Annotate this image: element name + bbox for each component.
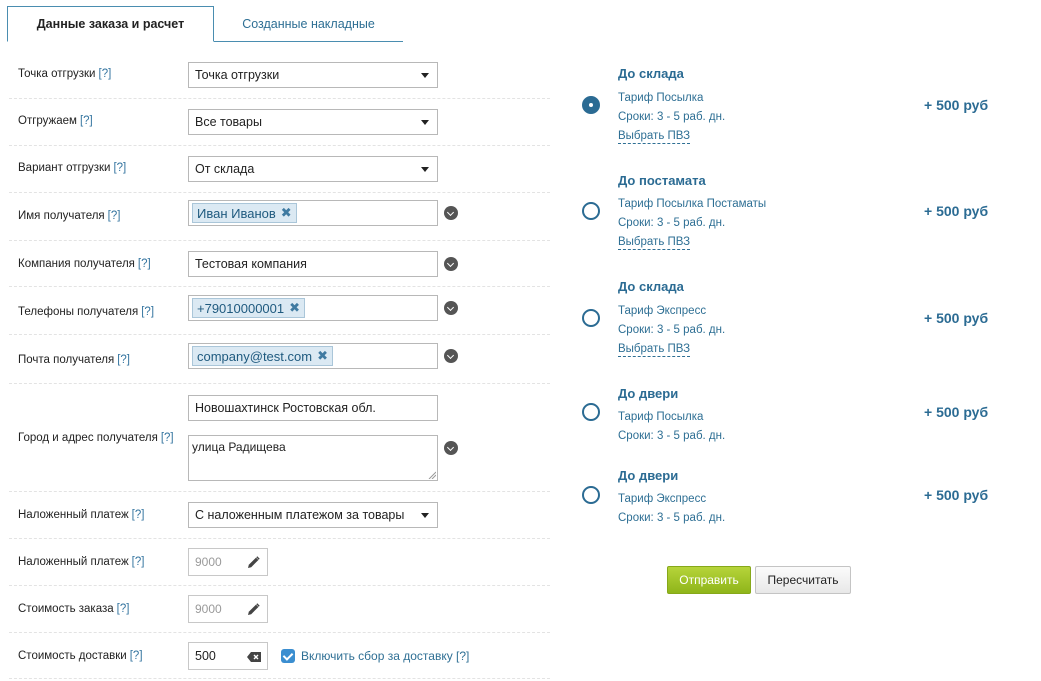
label-text: Наложенный платеж [18, 556, 129, 568]
delivery-option-5-title: До двери [618, 468, 679, 483]
recipient-street-textarea[interactable] [188, 435, 438, 481]
delivery-option-3-title: До склада [618, 279, 684, 294]
input-value: Новошахтинск Ростовская обл. [195, 401, 376, 415]
delivery-option-3-terms: Сроки: 3 - 5 раб. дн. [618, 324, 726, 336]
field-label [18, 306, 154, 318]
textarea-value: улица Радищева [192, 440, 286, 454]
delivery-option-3-tariff: Тариф Экспресс [618, 305, 707, 317]
delivery-option-4-terms: Сроки: 3 - 5 раб. дн. [618, 430, 726, 442]
delivery-option-2-tariff: Тариф Посылка Постаматы [618, 198, 767, 210]
field-label [18, 210, 120, 222]
resize-grip-icon[interactable] [428, 471, 436, 479]
include-delivery-fee-checkbox[interactable] [281, 649, 295, 663]
delivery-cost-input[interactable] [188, 642, 268, 670]
delivery-option-1-radio[interactable] [582, 96, 600, 114]
chevron-down-icon [421, 120, 429, 125]
tag-text: company@test.com [197, 348, 313, 364]
tag-text: +79010000001 [197, 300, 285, 316]
recipient-phone-tag [192, 298, 305, 318]
field-label [18, 354, 130, 366]
help-link[interactable]: [?] [107, 210, 121, 222]
delivery-option-1-tariff: Тариф Посылка [618, 92, 704, 104]
delivery-option-4-title: До двери [618, 386, 679, 401]
form-row-recipient-company [9, 241, 550, 287]
recipient-email-input[interactable] [188, 343, 438, 369]
delivery-option-1-select-pickup-link[interactable]: Выбрать ПВЗ [618, 130, 691, 142]
help-link[interactable]: [?] [141, 306, 155, 318]
cod-amount-input[interactable] [188, 548, 268, 576]
recipient-name-input[interactable] [188, 200, 438, 226]
form-row-order-cost [9, 586, 550, 633]
tab-order-data[interactable] [7, 6, 214, 42]
field-label [18, 650, 143, 662]
tab-order-data-label: Данные заказа и расчет [36, 17, 185, 31]
select-value: От склада [195, 162, 255, 176]
delivery-option-5-terms: Сроки: 3 - 5 раб. дн. [618, 512, 726, 524]
recalculate-button-label: Пересчитать [767, 573, 839, 587]
form-row-delivery-cost [9, 633, 550, 679]
delivery-option-3-select-pickup-link[interactable]: Выбрать ПВЗ [618, 343, 691, 355]
order-cost-input[interactable] [188, 595, 268, 623]
label-text: Город и адрес получателя [18, 432, 158, 444]
delivery-option-2-price: + 500 руб [924, 203, 989, 219]
delivery-option-3-radio[interactable] [582, 309, 600, 327]
remove-tag-icon[interactable]: ✖ [289, 300, 301, 315]
recipient-company-input[interactable] [188, 251, 438, 277]
help-link[interactable]: [?] [113, 162, 127, 174]
expand-chevron-icon[interactable] [444, 301, 458, 315]
expand-chevron-icon[interactable] [444, 349, 458, 363]
form-row-recipient-email [9, 335, 550, 384]
recipient-city-input[interactable] [188, 395, 438, 421]
label-text: Точка отгрузки [18, 68, 96, 80]
label-text: Стоимость заказа [18, 603, 114, 615]
send-button-label: Отправить [679, 573, 739, 587]
label-text: Стоимость доставки [18, 650, 127, 662]
label-text: Компания получателя [18, 258, 135, 270]
help-link[interactable]: [?] [79, 115, 93, 127]
send-button[interactable] [667, 566, 751, 594]
field-label [18, 603, 129, 615]
pencil-icon[interactable] [247, 603, 260, 616]
help-link[interactable]: [?] [131, 509, 145, 521]
select-value: С наложенным платежом за товары [195, 508, 405, 522]
label-text: Наложенный платеж [18, 509, 129, 521]
help-link[interactable]: [?] [98, 68, 112, 80]
chevron-down-icon [421, 73, 429, 78]
input-placeholder: 9000 [195, 555, 222, 569]
shipping-items-select[interactable] [188, 109, 438, 135]
delivery-option-3-price: + 500 руб [924, 310, 989, 326]
label-text: Вариант отгрузки [18, 162, 111, 174]
input-placeholder: 9000 [195, 602, 222, 616]
chevron-down-icon [421, 167, 429, 172]
pencil-icon[interactable] [247, 556, 260, 569]
select-value: Точка отгрузки [195, 68, 280, 82]
delivery-option-2-select-pickup-link[interactable]: Выбрать ПВЗ [618, 236, 691, 248]
tab-created-waybills-label: Созданные накладные [242, 17, 375, 31]
tab-created-waybills[interactable] [214, 6, 403, 42]
field-label [18, 258, 151, 270]
remove-tag-icon[interactable]: ✖ [317, 348, 328, 363]
delivery-option-1-price: + 500 руб [924, 97, 989, 113]
form-row-recipient-phones [9, 287, 550, 335]
delivery-option-4-price: + 500 руб [924, 404, 989, 420]
label-text: Имя получателя [18, 210, 105, 222]
help-link[interactable]: [?] [116, 603, 130, 615]
expand-chevron-icon[interactable] [444, 257, 458, 271]
help-link[interactable]: [?] [160, 432, 174, 444]
remove-tag-icon[interactable]: ✖ [280, 205, 292, 220]
delivery-option-2-terms: Сроки: 3 - 5 раб. дн. [618, 217, 726, 229]
field-label [18, 68, 111, 80]
delivery-option-1-title: До склада [618, 66, 684, 81]
tag-text: Иван Иванов [197, 205, 276, 221]
label-text: Почта получателя [18, 354, 115, 366]
input-value: 500 [195, 649, 216, 663]
expand-chevron-icon[interactable] [444, 206, 458, 220]
label-text: Телефоны получателя [18, 306, 139, 318]
delivery-option-2-radio[interactable] [582, 202, 600, 220]
delivery-option-5-price: + 500 руб [924, 487, 989, 503]
cod-type-select[interactable] [188, 502, 438, 528]
chevron-down-icon [421, 513, 429, 518]
recipient-name-tag [192, 203, 297, 223]
recalculate-button[interactable] [755, 566, 851, 594]
form-row-shipment-point [9, 52, 550, 99]
clear-input-icon[interactable] [246, 651, 262, 663]
expand-chevron-icon[interactable] [444, 441, 458, 455]
form-row-shipment-variant [9, 146, 550, 193]
form-row-cod-type [9, 492, 550, 539]
help-link[interactable]: [?] [129, 650, 143, 662]
form-row-recipient-name [9, 193, 550, 241]
form-row-cod-amount [9, 539, 550, 586]
delivery-option-1-terms: Сроки: 3 - 5 раб. дн. [618, 111, 726, 123]
help-link[interactable]: [?] [131, 556, 145, 568]
help-link[interactable]: [?] [117, 354, 130, 366]
form-row-shipping-items [9, 99, 550, 146]
delivery-option-5-radio[interactable] [582, 486, 600, 504]
label-text: Отгружаем [18, 115, 77, 127]
form-row-recipient-address [9, 384, 550, 492]
delivery-option-4-radio[interactable] [582, 403, 600, 421]
input-value: Тестовая компания [195, 257, 307, 271]
include-delivery-fee-label[interactable]: Включить сбор за доставку [?] [301, 649, 470, 663]
delivery-option-5-tariff: Тариф Экспресс [618, 493, 707, 505]
field-label [18, 509, 144, 521]
shipment-point-select[interactable] [188, 62, 438, 88]
field-label [18, 115, 93, 127]
shipment-variant-select[interactable] [188, 156, 438, 182]
recipient-email-tag [192, 346, 333, 366]
delivery-option-4-tariff: Тариф Посылка [618, 411, 704, 423]
field-label [18, 162, 126, 174]
recipient-phones-input[interactable] [188, 295, 438, 321]
select-value: Все товары [195, 115, 262, 129]
tab-bar [7, 6, 403, 42]
help-link[interactable]: [?] [137, 258, 151, 270]
field-label [18, 432, 174, 444]
delivery-option-2-title: До постамата [618, 173, 706, 188]
field-label [18, 556, 144, 568]
